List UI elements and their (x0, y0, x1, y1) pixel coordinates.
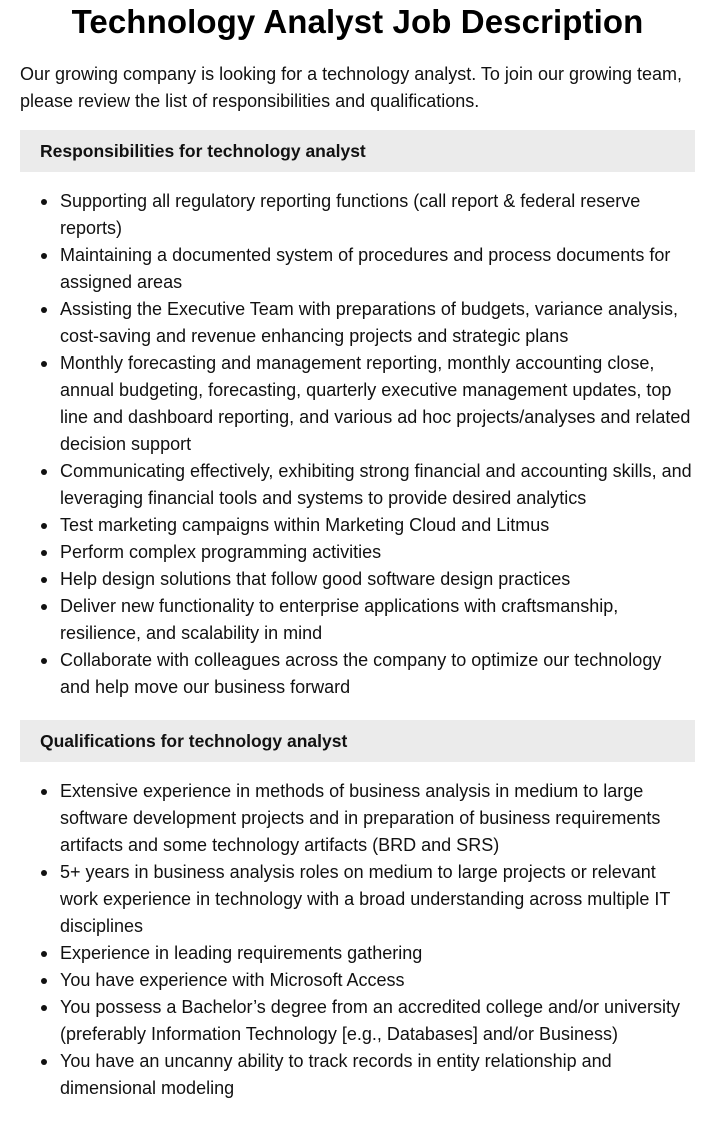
responsibility-item: Maintaining a documented system of procedures and process documents for assigned areas (60, 242, 695, 296)
responsibility-item: Help design solutions that follow good software design practices (60, 566, 695, 593)
qualifications-list (20, 778, 695, 1102)
responsibility-item: Perform complex programming activities (60, 539, 695, 566)
qualification-item: Experience in leading requirements gathering (60, 940, 695, 967)
responsibility-item: Collaborate with colleagues across the company to optimize our technology and help move our business forward (60, 647, 695, 701)
responsibility-item: Assisting the Executive Team with preparations of budgets, variance analysis, cost-saving and revenue enhancing projects and strategic plans (60, 296, 695, 350)
page-title: Technology Analyst Job Description (71, 3, 644, 40)
qualification-item: 5+ years in business analysis roles on medium to large projects or relevant work experience in technology with a broad understanding across multiple IT disciplines (60, 859, 695, 940)
responsibilities-heading: Responsibilities for technology analyst (20, 130, 695, 172)
intro-paragraph: Our growing company is looking for a technology analyst. To join our growing team, please review the list of responsibilities and qualifications. (20, 64, 683, 111)
qualifications-heading: Qualifications for technology analyst (20, 720, 695, 762)
qualification-item: You have experience with Microsoft Access (60, 967, 695, 994)
responsibility-item: Monthly forecasting and management reporting, monthly accounting close, annual budgeting, forecasting, quarterly executive management updates, top line and dashboard reporting, and various ad hoc projects/analyses and related decision support (60, 350, 695, 458)
responsibilities-list (20, 188, 695, 701)
responsibility-item: Communicating effectively, exhibiting strong financial and accounting skills, and leveraging financial tools and systems to provide desired analytics (60, 458, 695, 512)
qualification-item: You have an uncanny ability to track records in entity relationship and dimensional modeling (60, 1048, 695, 1102)
responsibility-item: Test marketing campaigns within Marketing Cloud and Litmus (60, 512, 695, 539)
responsibility-item: Supporting all regulatory reporting functions (call report & federal reserve reports) (60, 188, 695, 242)
responsibility-item: Deliver new functionality to enterprise applications with craftsmanship, resilience, and scalability in mind (60, 593, 695, 647)
qualification-item: You possess a Bachelor’s degree from an accredited college and/or university (preferably Information Technology [e.g., Databases] and/or Business) (60, 994, 695, 1048)
qualification-item: Extensive experience in methods of business analysis in medium to large software development projects and in preparation of business requirements artifacts and some technology artifacts (BRD and SRS) (60, 778, 695, 859)
